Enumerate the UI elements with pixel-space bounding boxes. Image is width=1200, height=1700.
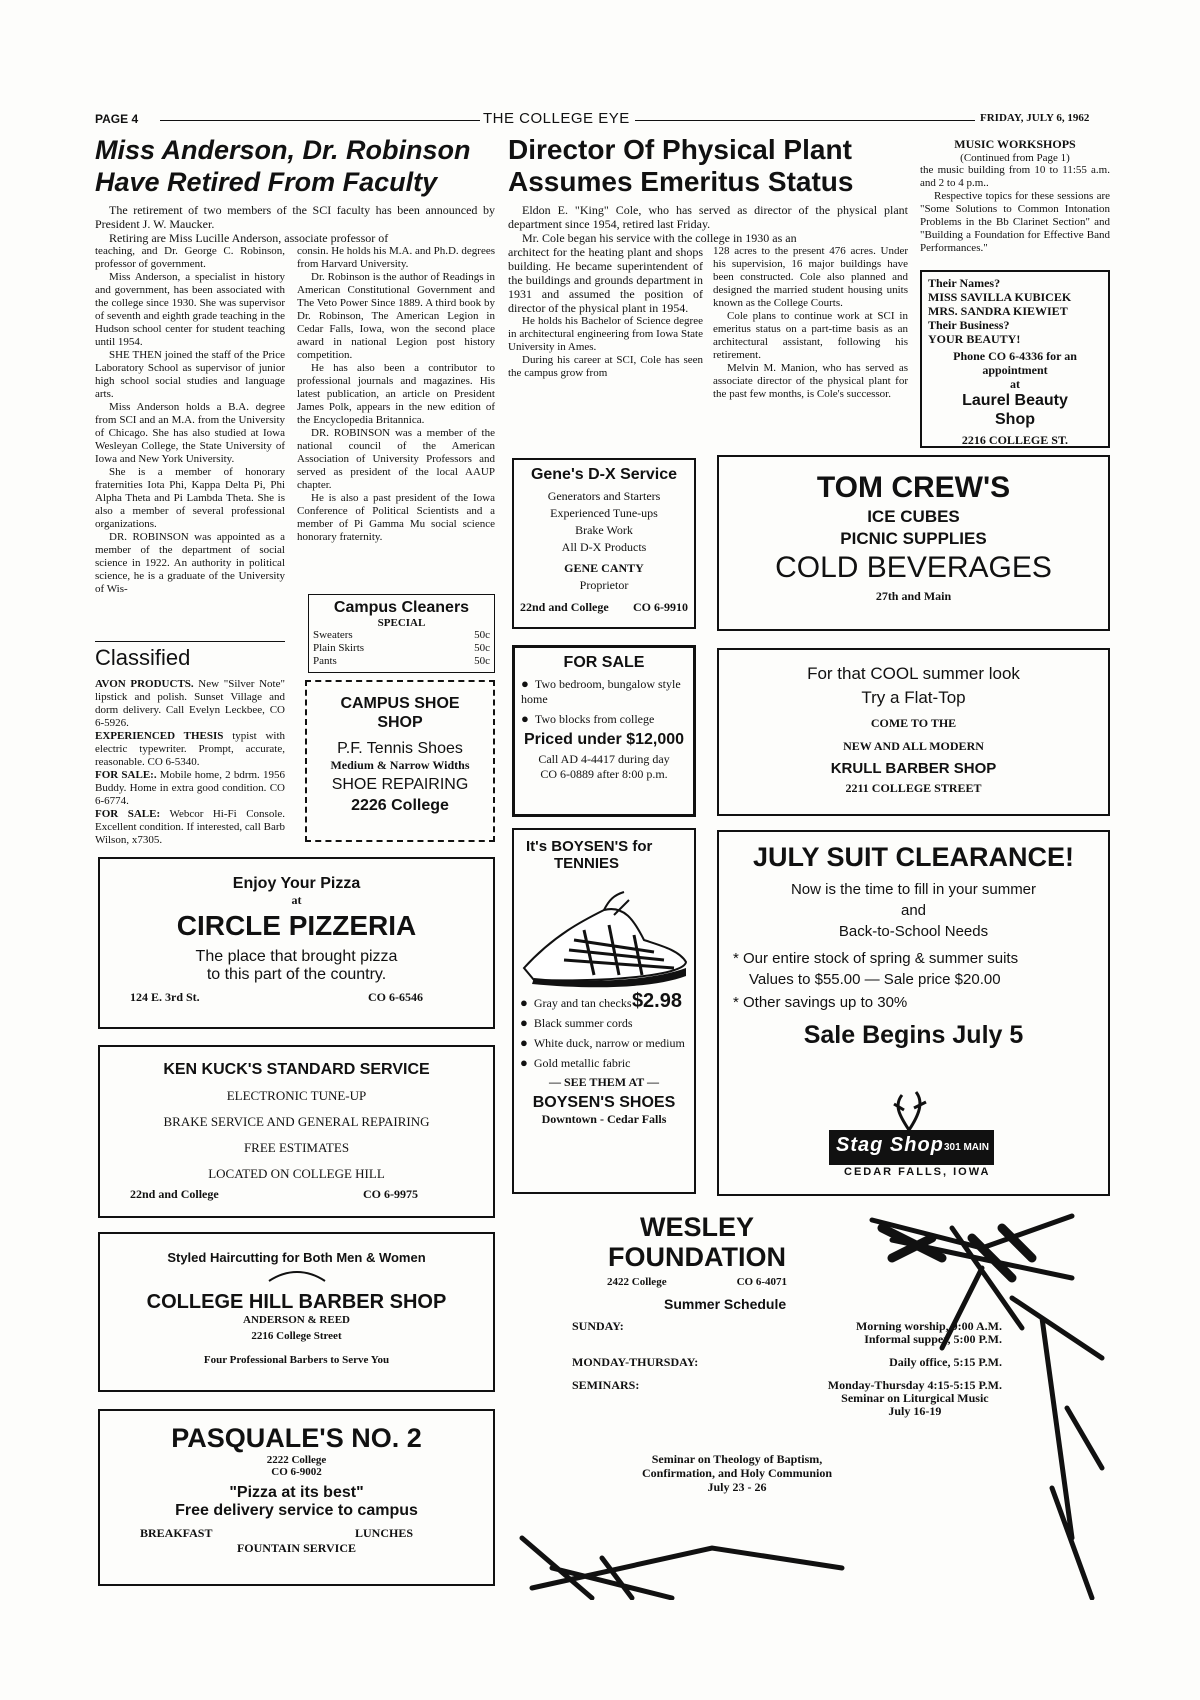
hill-owners: ANDERSON & REED (243, 1314, 350, 1326)
beauty-q1: Their Names? (928, 276, 1001, 290)
plant-column-b (713, 245, 908, 401)
boysen-bullet: ● White duck, narrow or medium (520, 1035, 688, 1051)
for-sale-call-1: Call AD 4-4417 during day (538, 752, 670, 766)
paragraph: She is a member of honorary fraternities Iota Phi, Kappa Delta Pi, Phi Alpha Theta and Pi Lambda Theta. She is also a member of several professional organizations. (95, 466, 285, 530)
schedule-row (572, 1379, 1002, 1418)
paragraph: SHE THEN joined the staff of the Price Laboratory School as supervisor of junior high school social studies and language arts. (95, 349, 285, 400)
seminar-line: Confirmation, and Holy Communion (641, 1466, 833, 1480)
paragraph: teaching, and Dr. George C. Robinson, professor of government. (95, 245, 285, 270)
wesley-schedule-title: Summer Schedule (664, 1296, 787, 1312)
for-sale-price: Priced under $12,000 (523, 731, 685, 748)
shoe-shop-line-3: SHOE REPAIRING (331, 776, 469, 793)
classified-item (95, 769, 285, 808)
beauty-name-2: MRS. SANDRA KIEWIET (928, 304, 1068, 318)
shoe-shop-name-2: SHOP (377, 714, 423, 731)
price-row (313, 629, 490, 642)
krull-barber-shop-ad (717, 648, 1110, 816)
classified-text: Mobile home, 2 bdrm. 1956 Buddy. Home in extra good condition. CO 6-6774. (95, 769, 286, 807)
schedule-day: SEMINARS: (572, 1378, 640, 1392)
paragraph: DR. ROBINSON was appointed as a member of the department of social science in 1922. An authority in political science, he is a graduate of the University of Wis- (95, 531, 285, 595)
schedule-date: July 16-19 (888, 1404, 942, 1418)
sneaker-illustration (514, 880, 694, 995)
wesley-phone: CO 6-4071 (736, 1276, 787, 1288)
wesley-address: 2422 College (607, 1276, 667, 1288)
shoe-shop-name-1: CAMPUS SHOE (340, 695, 460, 712)
beauty-name-1: MISS SAVILLA KUBICEK (928, 290, 1072, 304)
boysen-title-2: TENNIES (554, 855, 620, 872)
flourish-icon (267, 1269, 327, 1285)
paragraph: During his career at SCI, Cole has seen the campus grow from (508, 354, 703, 379)
krull-line-4: NEW AND ALL MODERN (843, 739, 984, 753)
pizza-at: at (291, 893, 302, 907)
hill-top: Styled Haircutting for Both Men & Women (167, 1250, 426, 1265)
cleaners-special: SPECIAL (377, 617, 426, 629)
paragraph: Cole plans to continue work at SCI in emeritus status on a part-time basis as an architectural assistant, following his retirement. (713, 310, 908, 361)
schedule-item: Informal supper, 5:00 P.M. (864, 1332, 1002, 1346)
for-sale-call-2: CO 6-0889 after 8:00 p.m. (540, 767, 668, 781)
pizza-address: 124 E. 3rd St. (130, 990, 200, 1004)
item: Plain Skirts (313, 642, 365, 654)
suit-line: Now is the time to fill in your summer (790, 881, 1037, 898)
for-sale-bullet-1: ● Two bedroom, bungalow style home (521, 676, 687, 707)
item: Sweaters (313, 629, 353, 641)
plant-lead (508, 203, 908, 245)
for-sale-bullet-2: ● Two blocks from college (521, 711, 687, 727)
kuck-name: KEN KUCK'S STANDARD SERVICE (163, 1061, 430, 1078)
for-sale-title: FOR SALE (563, 654, 645, 671)
pasq-lunches: LUNCHES (354, 1526, 413, 1540)
item: Pants (313, 655, 337, 667)
lead-paragraph: Eldon E. "King" Cole, who has served as director of the physical plant department since 1954, retired last Friday. (508, 203, 908, 231)
price: 50c (474, 642, 490, 654)
krull-address: 2211 COLLEGE STREET (845, 781, 982, 795)
lead-paragraph-2: Retiring are Miss Lucille Anderson, associate professor of (109, 231, 389, 245)
paragraph: architect for the heating plant and shops building. He became superintendent of the buildings and grounds department in 1931 and assumed the position of director of the physical plant in 1954. (508, 245, 703, 315)
kuck-phone: CO 6-9975 (363, 1187, 418, 1201)
kuck-line: LOCATED ON COLLEGE HILL (208, 1166, 385, 1181)
seminar-line: Seminar on Theology of Baptism, (651, 1452, 823, 1466)
kuck-line: BRAKE SERVICE AND GENERAL REPAIRING (163, 1114, 430, 1129)
pizza-enjoy: Enjoy Your Pizza (232, 875, 361, 892)
beauty-a2: YOUR BEAUTY! (928, 332, 1021, 346)
dx-phone: CO 6-9910 (633, 600, 688, 614)
campus-cleaners-ad (308, 594, 495, 673)
classified-item (95, 730, 285, 769)
issue-date: FRIDAY, JULY 6, 1962 (980, 112, 1090, 124)
suit-line: and (900, 902, 927, 919)
dx-owner: GENE CANTY (564, 561, 644, 575)
classified-head: EXPERIENCED THESIS (95, 730, 224, 742)
pasq-name: PASQUALE'S NO. 2 (171, 1423, 422, 1453)
beauty-address: 2216 COLLEGE ST. (961, 433, 1069, 447)
paper-title: THE COLLEGE EYE (483, 110, 630, 127)
suit-title: JULY SUIT CLEARANCE! (752, 842, 1075, 872)
dx-line: All D-X Products (561, 540, 647, 554)
lead-paragraph: The retirement of two members of the SCI faculty has been announced by President J. W. Maucker. (95, 203, 495, 231)
shoe-shop-address: 2226 College (351, 797, 449, 814)
paragraph: 128 acres to the present 476 acres. Under his supervision, 16 major buildings have been constructed. Cole also planned and designed the married student housing units known as the College Courts. (713, 245, 908, 309)
plant-column-a (508, 245, 703, 380)
schedule-day: SUNDAY: (572, 1319, 624, 1333)
price: 50c (474, 655, 490, 667)
dx-name: Gene's D-X Service (530, 466, 678, 483)
schedule-item: Seminar on Liturgical Music (841, 1391, 989, 1405)
tom-line-1: ICE CUBES (867, 507, 960, 526)
page-number: PAGE 4 (95, 112, 139, 126)
lead-paragraph-2: Mr. Cole began his service with the college in 1930 as an (522, 231, 797, 245)
schedule-row (572, 1356, 1002, 1369)
article-column-b (297, 245, 495, 544)
price: 50c (474, 629, 490, 641)
hill-address: 2216 College Street (251, 1330, 342, 1342)
pizza-line-1: The place that brought pizza (195, 948, 398, 965)
tom-line-2: PICNIC SUPPLIES (840, 529, 987, 548)
dx-line: Generators and Starters (547, 489, 661, 503)
suit-line: Back-to-School Needs (838, 923, 989, 940)
suit-sale-date: Sale Begins July 5 (803, 1021, 1024, 1049)
price-row (313, 655, 490, 668)
dx-line: Experienced Tune-ups (550, 506, 658, 520)
classified-text: New "Silver Note" lipstick and polish. Sunset Village and dorm delivery. Call Evelyn Leckbee, CO 6-5926. (95, 678, 285, 729)
beauty-shop-name-1: Laurel Beauty (962, 392, 1068, 409)
pasq-address: 2222 College (266, 1454, 327, 1466)
beauty-q2: Their Business? (928, 318, 1010, 332)
classified-text: Webcor Hi-Fi Console. Excellent condition. If interested, call Barb Wilson, x7305. (95, 808, 286, 846)
dx-line: Brake Work (575, 523, 633, 537)
suit-sale-line: * Other savings up to 30% (733, 994, 908, 1011)
beauty-phone: Phone CO 6-4336 for an appointment (953, 349, 1077, 377)
paragraph: Respective topics for these sessions are "Some Solutions to Common Intonation Problems in the Bb Clarinet Section" and "Building a Foundation for Effective Band Performances." (920, 190, 1110, 254)
genes-dx-service-ad (512, 458, 696, 629)
schedule-day: MONDAY-THURSDAY: (572, 1355, 699, 1369)
laurel-beauty-shop-ad (920, 270, 1110, 448)
pizza-phone: CO 6-6546 (368, 990, 423, 1004)
paragraph: Melvin M. Manion, who has served as associate director of the physical plant for the past few months, is Cole's successor. (713, 362, 908, 400)
kuck-address: 22nd and College (130, 1187, 219, 1201)
pizza-line-2: to this part of the country. (206, 966, 387, 983)
boysen-address: Downtown - Cedar Falls (541, 1112, 667, 1126)
pizza-name: CIRCLE PIZZERIA (176, 910, 417, 941)
classified-head: FOR SALE: (95, 808, 161, 820)
stag-shop-suit-ad (717, 830, 1110, 1196)
classified-head: FOR SALE:. (95, 769, 157, 781)
cleaners-name: Campus Cleaners (333, 599, 470, 616)
boysen-title-1: It's BOYSEN'S for (526, 838, 653, 855)
wesley-title-1: WESLEY (639, 1212, 754, 1242)
krull-line-1: For that COOL summer look (807, 664, 1020, 683)
boysen-see: — SEE THEM AT — (548, 1075, 660, 1089)
krull-line-2: Try a Flat-Top (861, 688, 966, 707)
kuck-line: FREE ESTIMATES (243, 1140, 350, 1155)
paragraph: DR. ROBINSON was a member of the national council of the American Association of University Professors and served as president of the local AAUP chapter. (297, 427, 495, 491)
article-column-a (95, 245, 285, 596)
schedule-item: Morning worship, 9:00 A.M. (855, 1319, 1002, 1333)
stag-logo-name: Stag Shop (836, 1134, 944, 1156)
classified-list (95, 678, 285, 847)
dx-role: Proprietor (579, 578, 629, 592)
tom-address: 27th and Main (875, 589, 952, 603)
hill-name: COLLEGE HILL BARBER SHOP (146, 1291, 447, 1313)
schedule-row (572, 1320, 1002, 1346)
suit-sale-line: Values to $55.00 — Sale price $20.00 (749, 971, 1001, 988)
beauty-at: at (1010, 377, 1020, 391)
boysens-shoes-ad (512, 828, 696, 1194)
paragraph: Miss Anderson holds a B.A. degree from SCI and an M.A. from the University of Chicago. She has also studied at Iowa Wesleyan College, the State University of Iowa and New York University. (95, 401, 285, 465)
beauty-shop-name-2: Shop (995, 411, 1035, 428)
paragraph: the music building from 10 to 11:55 a.m. and 2 to 4 p.m.. (920, 164, 1110, 189)
paragraph: Dr. Robinson is the author of Readings in American Constitutional Government and The Veto Power Since 1889. A third book by Dr. Robinson, The American Legion in Cedar Falls, Iowa, won the second place award in national Legion post history competition. (297, 271, 495, 361)
paragraph: He is also a past president of the Iowa Conference of Political Scientists and a member of Pi Gamma Mu social science honorary fraternity. (297, 492, 495, 543)
kuck-line: ELECTRONIC TUNE-UP (226, 1088, 367, 1103)
headline-line-2: Have Retired From Faculty (95, 167, 438, 197)
paragraph: Miss Anderson, a specialist in history and government, has been associated with the college since 1930. She was supervisor of seventh and eighth grade teaching in the Hudson school center for student teaching until 1954. (95, 271, 285, 348)
circle-pizzeria-ad (98, 857, 495, 1029)
shoe-shop-line-2: Medium & Narrow Widths (330, 758, 470, 772)
paragraph: consin. He holds his M.A. and Ph.D. degrees from Harvard University. (297, 245, 495, 270)
boysen-price: $2.98 (631, 990, 682, 1012)
dx-address: 22nd and College (520, 600, 609, 614)
plant-headline-2: Assumes Emeritus Status (508, 166, 854, 197)
tom-name: TOM CREW'S (816, 471, 1011, 504)
boysen-bullet: ● Black summer cords (520, 1015, 688, 1031)
stag-logo-street: 301 MAIN (944, 1142, 990, 1153)
paragraph: He has also been a contributor to professional journals and magazines. His latest publication, an article on President James Polk, appears in the new edition of the Encyclopedia Britannica. (297, 362, 495, 426)
tom-line-3: COLD BEVERAGES (775, 551, 1052, 584)
for-sale-ad (512, 645, 696, 817)
tom-crews-ad (717, 455, 1110, 631)
price-row (313, 642, 490, 655)
stag-shop-logo (814, 1090, 1004, 1180)
stag-logo-city: CEDAR FALLS, IOWA (844, 1166, 991, 1178)
classified-item (95, 678, 285, 730)
article-lead (95, 203, 495, 245)
music-continued: (Continued from Page 1) (960, 152, 1070, 164)
headline-line-1: Miss Anderson, Dr. Robinson (95, 135, 471, 165)
schedule-item: Daily office, 5:15 P.M. (889, 1355, 1002, 1369)
shoe-shop-line-1: P.F. Tennis Shoes (337, 740, 463, 757)
paragraph: He holds his Bachelor of Science degree in architectural engineering from Iowa State University in Ames. (508, 315, 703, 353)
plant-headline-1: Director Of Physical Plant (508, 134, 852, 165)
boysen-bullet: ● Gray and tan checks (520, 995, 688, 1011)
seminar-date: July 23 - 26 (707, 1480, 767, 1494)
ken-kucks-standard-ad (98, 1045, 495, 1218)
music-title: MUSIC WORKSHOPS (954, 137, 1076, 151)
pasq-breakfast: BREAKFAST (140, 1526, 213, 1540)
campus-shoe-shop-ad (305, 680, 495, 842)
hill-bottom: Four Professional Barbers to Serve You (203, 1354, 390, 1366)
classified-text: typist with electric typewriter. Prompt, accurate, reasonable. CO 6-5340. (95, 730, 285, 768)
boysen-name: BOYSEN'S SHOES (532, 1094, 676, 1111)
music-workshops (920, 137, 1110, 255)
boysen-bullet: ● Gold metallic fabric (520, 1055, 688, 1071)
pasq-phone: CO 6-9002 (271, 1466, 322, 1478)
wesley-foundation-ad (512, 1208, 1110, 1600)
krull-line-3: COME TO THE (870, 716, 957, 730)
suit-sale-line: * Our entire stock of spring & summer suits (733, 950, 1019, 967)
pasquales-ad (98, 1409, 495, 1586)
krull-name: KRULL BARBER SHOP (830, 760, 997, 777)
pasq-line-2: Free delivery service to campus (175, 1502, 418, 1519)
classified-title: Classified (95, 645, 191, 670)
classified-item (95, 808, 285, 847)
college-hill-barber-ad (98, 1232, 495, 1392)
classified-head: AVON PRODUCTS. (95, 678, 194, 690)
wesley-title-2: FOUNDATION (608, 1242, 786, 1272)
schedule-item: Monday-Thursday 4:15-5:15 P.M. (827, 1378, 1002, 1392)
pasq-line-1: "Pizza at its best" (229, 1484, 364, 1501)
pasq-fountain: FOUNTAIN SERVICE (236, 1541, 357, 1555)
